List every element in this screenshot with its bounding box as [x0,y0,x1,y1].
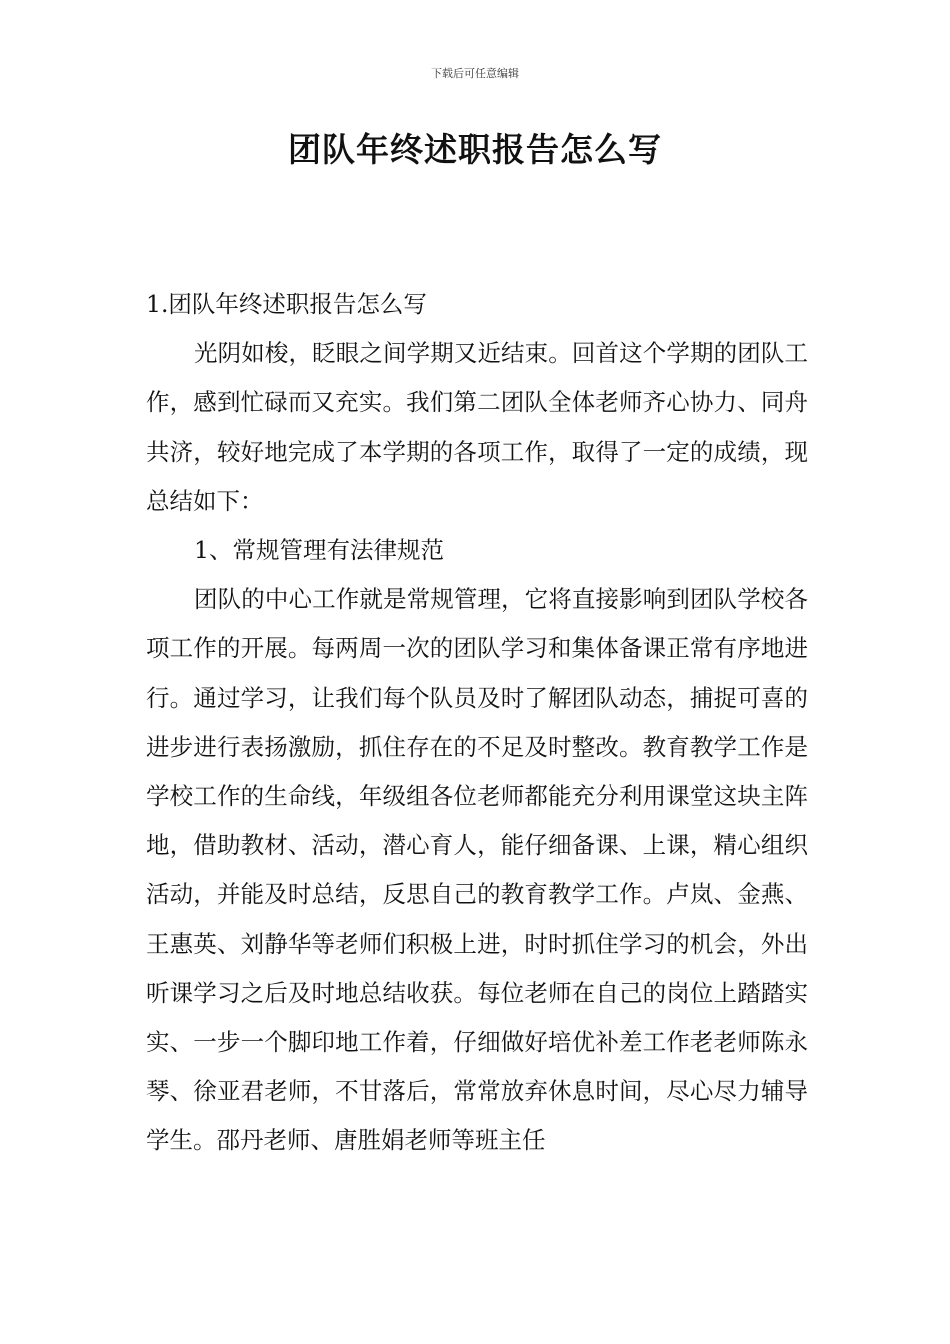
subsection-heading: 1、常规管理有法律规范 [194,536,444,565]
section-heading: 1.团队年终述职报告怎么写 [146,290,427,318]
paragraph-routine-management: 团队的中心工作就是常规管理，它将直接影响到团队学校各项工作的开展。每两周一次的团队学习和集体备课正常有序地进行。通过学习，让我们每个队员及时了解团队动态，捕捉可喜的进步进行表扬激励，抓住存在的不足及时整改。教育教学工作是学校工作的生命线，年级组各位老师都能充分利用课堂这块主阵地，借助教材、活动，潜心育人，能仔细备课、上课，精心组织活动，并能及时总结，反思自己的教育教学工作。卢岚、金燕、王惠英、刘静华等老师们积极上进，时时抓住学习的机会，外出听课学习之后及时地总结收获。每位老师在自己的岗位上踏踏实实、一步一个脚印地工作着，仔细做好培优补差工作老老师陈永琴、徐亚君老师，不甘落后，常常放弃休息时间，尽心尽力辅导学生。邵丹老师、唐胜娟老师等班主任 [146,585,808,1155]
document-title: 团队年终述职报告怎么写 [288,130,662,169]
page-header-note: 下载后可任意编辑 [431,67,519,80]
paragraph-intro: 光阴如梭，眨眼之间学期又近结束。回首这个学期的团队工作，感到忙碌而又充实。我们第二团队全体老师齐心协力、同舟共济，较好地完成了本学期的各项工作，取得了一定的成绩，现总结如下： [146,339,808,515]
document-body [146,280,808,1166]
